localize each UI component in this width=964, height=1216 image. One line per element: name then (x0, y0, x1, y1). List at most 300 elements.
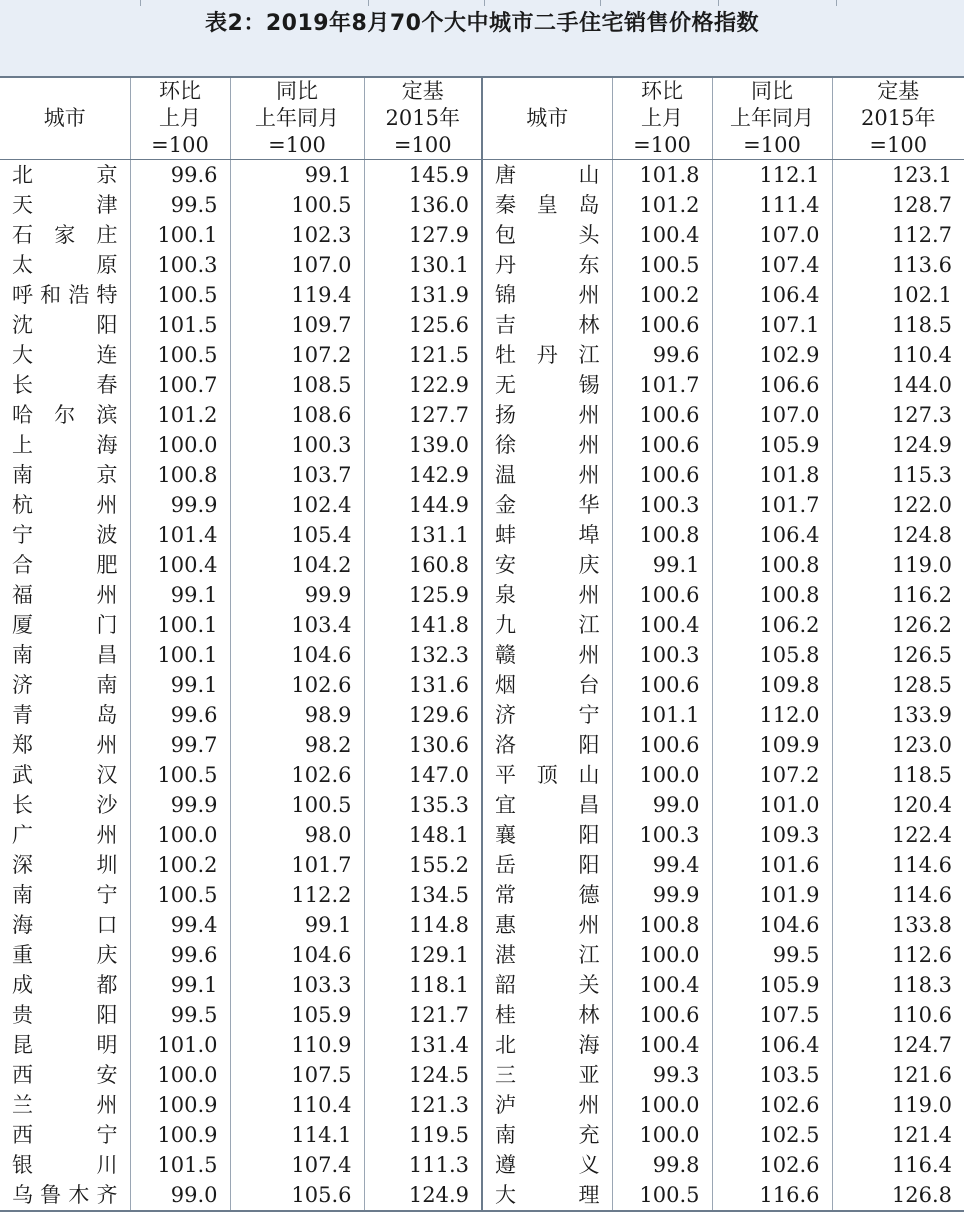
cell-base-left: 136.0 (364, 190, 482, 220)
cell-yoy-right: 109.3 (712, 820, 832, 850)
cell-yoy-left: 98.0 (230, 820, 364, 850)
cell-city-left: 南京 (0, 460, 130, 490)
cell-base-right: 122.4 (891, 823, 952, 847)
cell-base-right: 110.4 (891, 343, 952, 367)
cell-city-right: 三亚 (482, 1060, 612, 1090)
cell-city-left: 南宁 (0, 880, 130, 910)
cell-city-right: 遵义 (482, 1150, 612, 1180)
cell-base-left: 129.1 (364, 940, 482, 970)
cell-mom-left: 100.9 (130, 1120, 230, 1150)
cell-base-left: 131.4 (364, 1030, 482, 1060)
cell-mom-right: 99.1 (612, 550, 712, 580)
cell-base-right: 121.6 (891, 1063, 952, 1087)
cell-city-left: 南昌 (0, 640, 130, 670)
cell-mom-right: 100.0 (612, 940, 712, 970)
cell-yoy-right: 112.1 (712, 160, 832, 191)
cell-mom-right: 99.6 (612, 340, 712, 370)
cell-yoy-right: 101.8 (712, 460, 832, 490)
cell-city-right: 吉林 (482, 310, 612, 340)
cell-city-left: 呼和浩特 (0, 280, 130, 310)
cell-mom-right: 100.6 (612, 310, 712, 340)
cell-base-left: 131.6 (364, 670, 482, 700)
cell-yoy-left: 102.4 (230, 490, 364, 520)
cell-city-left: 郑州 (0, 730, 130, 760)
cell-city-left: 天津 (0, 190, 130, 220)
cell-yoy-left: 108.6 (230, 400, 364, 430)
cell-yoy-left: 102.6 (230, 760, 364, 790)
cell-base-left: 144.9 (364, 490, 482, 520)
cell-mom-left: 99.1 (130, 580, 230, 610)
cell-yoy-left: 98.9 (230, 700, 364, 730)
cell-city-left: 福州 (0, 580, 130, 610)
cell-yoy-left: 100.5 (230, 790, 364, 820)
cell-mom-right: 100.0 (612, 1120, 712, 1150)
cell-base-left: 122.9 (364, 370, 482, 400)
cell-yoy-left: 104.6 (230, 940, 364, 970)
cell-base-right: 126.5 (891, 643, 952, 667)
cell-mom-left: 100.5 (130, 340, 230, 370)
cell-base-right: 119.0 (891, 553, 952, 577)
cell-mom-left: 99.1 (130, 670, 230, 700)
table-row (0, 640, 964, 670)
cell-mom-left: 100.0 (130, 820, 230, 850)
cell-base-right: 126.2 (891, 613, 952, 637)
cell-yoy-right: 101.9 (712, 880, 832, 910)
cell-base-right: 112.6 (891, 943, 952, 967)
cell-mom-left: 100.5 (130, 880, 230, 910)
cell-base-left: 132.3 (364, 640, 482, 670)
header-yoy-line3: =100 (268, 133, 326, 157)
header-city-right: 城市 (482, 77, 612, 160)
cell-city-right: 襄阳 (482, 820, 612, 850)
cell-base-right: 112.7 (891, 223, 952, 247)
cell-city-left: 深圳 (0, 850, 130, 880)
cell-base-right: 118.3 (891, 973, 952, 997)
header-mom-left (130, 77, 230, 160)
cell-base-left: 127.7 (364, 400, 482, 430)
cell-city-right: 包头 (482, 220, 612, 250)
table-row (0, 490, 964, 520)
cell-yoy-right: 107.0 (712, 220, 832, 250)
cell-yoy-left: 109.7 (230, 310, 364, 340)
cell-yoy-right: 102.9 (712, 340, 832, 370)
cell-yoy-right: 101.7 (712, 490, 832, 520)
cell-base-right: 124.7 (891, 1033, 952, 1057)
table-row (0, 850, 964, 880)
cell-mom-right: 100.8 (612, 520, 712, 550)
cell-yoy-right: 101.0 (712, 790, 832, 820)
cell-yoy-left: 110.4 (230, 1090, 364, 1120)
cell-yoy-left: 98.2 (230, 730, 364, 760)
cell-mom-left: 100.1 (130, 220, 230, 250)
cell-city-left: 太原 (0, 250, 130, 280)
header-yoy-line1: 同比 (751, 79, 793, 103)
cell-base-right: 118.5 (891, 763, 952, 787)
cell-city-right: 北海 (482, 1030, 612, 1060)
cell-mom-right: 100.8 (612, 910, 712, 940)
cell-base-left: 118.1 (364, 970, 482, 1000)
cell-mom-right: 100.6 (612, 460, 712, 490)
cell-city-right: 温州 (482, 460, 612, 490)
cell-mom-left: 99.4 (130, 910, 230, 940)
table-row (0, 1000, 964, 1030)
cell-mom-right: 100.4 (612, 1030, 712, 1060)
cell-mom-right: 100.0 (612, 1090, 712, 1120)
table-row (0, 700, 964, 730)
cell-mom-right: 99.9 (612, 880, 712, 910)
cell-city-left: 乌鲁木齐 (0, 1180, 130, 1211)
cell-city-right: 锦州 (482, 280, 612, 310)
cell-yoy-left: 100.5 (230, 190, 364, 220)
cell-yoy-left: 105.4 (230, 520, 364, 550)
cell-yoy-right: 106.2 (712, 610, 832, 640)
table-row (0, 880, 964, 910)
cell-yoy-left: 112.2 (230, 880, 364, 910)
cell-base-left: 139.0 (364, 430, 482, 460)
cell-base-left: 121.3 (364, 1090, 482, 1120)
cell-yoy-left: 103.4 (230, 610, 364, 640)
cell-mom-right: 100.6 (612, 580, 712, 610)
cell-city-right: 济宁 (482, 700, 612, 730)
cell-yoy-left: 114.1 (230, 1120, 364, 1150)
cell-mom-right: 99.3 (612, 1060, 712, 1090)
table-row (0, 160, 964, 191)
cell-base-right: 128.7 (891, 193, 952, 217)
cell-yoy-right: 106.4 (712, 1030, 832, 1060)
cell-yoy-left: 103.3 (230, 970, 364, 1000)
cell-yoy-left: 105.6 (230, 1180, 364, 1211)
cell-city-right: 大理 (482, 1180, 612, 1211)
cell-city-left: 哈尔滨 (0, 400, 130, 430)
table-row (0, 1120, 964, 1150)
cell-mom-left: 100.8 (130, 460, 230, 490)
cell-yoy-left: 107.4 (230, 1150, 364, 1180)
cell-yoy-right: 107.4 (712, 250, 832, 280)
cell-base-left: 129.6 (364, 700, 482, 730)
cell-mom-right: 100.5 (612, 250, 712, 280)
table-row (0, 820, 964, 850)
cell-base-left: 155.2 (364, 850, 482, 880)
cell-base-left: 125.9 (364, 580, 482, 610)
cell-mom-right: 100.3 (612, 640, 712, 670)
cell-city-left: 武汉 (0, 760, 130, 790)
cell-city-left: 银川 (0, 1150, 130, 1180)
header-base-line2: 2015年 (861, 106, 936, 130)
cell-city-left: 贵阳 (0, 1000, 130, 1030)
cell-base-right: 122.0 (891, 493, 952, 517)
cell-base-right: 116.4 (891, 1153, 952, 1177)
header-mom-right (612, 77, 712, 160)
cell-base-left: 131.1 (364, 520, 482, 550)
cell-base-left: 125.6 (364, 310, 482, 340)
cell-base-left: 124.9 (364, 1180, 482, 1211)
cell-base-left: 148.1 (364, 820, 482, 850)
cell-mom-left: 100.7 (130, 370, 230, 400)
header-base-line3: =100 (869, 133, 928, 157)
cell-yoy-left: 101.7 (230, 850, 364, 880)
cell-base-left: 142.9 (364, 460, 482, 490)
cell-mom-right: 100.4 (612, 610, 712, 640)
cell-city-right: 韶关 (482, 970, 612, 1000)
table-row (0, 220, 964, 250)
cell-city-left: 西安 (0, 1060, 130, 1090)
cell-mom-left: 101.4 (130, 520, 230, 550)
cell-city-left: 沈阳 (0, 310, 130, 340)
cell-base-left: 141.8 (364, 610, 482, 640)
cell-city-right: 惠州 (482, 910, 612, 940)
cell-base-left: 111.3 (364, 1150, 482, 1180)
table-row (0, 190, 964, 220)
cell-yoy-right: 106.6 (712, 370, 832, 400)
header-yoy-line2: 上年同月 (730, 106, 814, 130)
cell-city-left: 成都 (0, 970, 130, 1000)
header-city-left: 城市 (0, 77, 130, 160)
cell-mom-right: 100.0 (612, 760, 712, 790)
header-mom-line1: 环比 (159, 79, 201, 103)
cell-base-right: 102.1 (891, 283, 952, 307)
cell-base-right: 126.8 (832, 1180, 964, 1211)
table-row (0, 970, 964, 1000)
cell-city-right: 洛阳 (482, 730, 612, 760)
cell-yoy-left: 105.9 (230, 1000, 364, 1030)
price-index-table (0, 76, 964, 1212)
cell-city-left: 兰州 (0, 1090, 130, 1120)
cell-city-right: 平顶山 (482, 760, 612, 790)
header-mom-line2: 上月 (159, 106, 201, 130)
header-mom-line2: 上月 (641, 106, 683, 130)
cell-yoy-left: 108.5 (230, 370, 364, 400)
cell-yoy-right: 105.8 (712, 640, 832, 670)
cell-city-left: 济南 (0, 670, 130, 700)
cell-mom-left: 100.5 (130, 280, 230, 310)
cell-city-right: 徐州 (482, 430, 612, 460)
cell-yoy-right: 112.0 (712, 700, 832, 730)
cell-city-left: 厦门 (0, 610, 130, 640)
table-title: 表2：2019年8月70个大中城市二手住宅销售价格指数 (205, 11, 759, 36)
cell-yoy-left: 107.0 (230, 250, 364, 280)
cell-mom-right: 100.6 (612, 400, 712, 430)
cell-mom-right: 99.0 (612, 790, 712, 820)
cell-city-right: 金华 (482, 490, 612, 520)
cell-mom-left: 101.0 (130, 1030, 230, 1060)
cell-base-right: 123.0 (891, 733, 952, 757)
cell-yoy-right: 100.8 (712, 550, 832, 580)
table-row (0, 1150, 964, 1180)
header-mom-line3: =100 (151, 133, 209, 157)
cell-mom-right: 101.7 (612, 370, 712, 400)
cell-mom-left: 100.1 (130, 610, 230, 640)
cell-city-left: 北京 (0, 160, 130, 191)
cell-city-left: 广州 (0, 820, 130, 850)
cell-base-left: 160.8 (364, 550, 482, 580)
table-row (0, 790, 964, 820)
cell-yoy-right: 107.2 (712, 760, 832, 790)
cell-city-right: 岳阳 (482, 850, 612, 880)
cell-city-right: 秦皇岛 (482, 190, 612, 220)
table-row (0, 520, 964, 550)
cell-base-left: 114.8 (364, 910, 482, 940)
cell-city-left: 西宁 (0, 1120, 130, 1150)
cell-yoy-right: 103.5 (712, 1060, 832, 1090)
cell-yoy-left: 99.9 (230, 580, 364, 610)
cell-city-left: 石家庄 (0, 220, 130, 250)
cell-mom-left: 99.9 (130, 790, 230, 820)
cell-city-right: 泉州 (482, 580, 612, 610)
cell-base-right: 119.0 (891, 1093, 952, 1117)
cell-yoy-right: 99.5 (712, 940, 832, 970)
cell-yoy-right: 107.0 (712, 400, 832, 430)
cell-yoy-left: 119.4 (230, 280, 364, 310)
cell-mom-right: 100.6 (612, 670, 712, 700)
cell-city-left: 海口 (0, 910, 130, 940)
cell-base-left: 130.6 (364, 730, 482, 760)
cell-base-left: 131.9 (364, 280, 482, 310)
header-base-line1: 定基 (877, 79, 920, 103)
table-row (0, 1060, 964, 1090)
cell-yoy-left: 104.2 (230, 550, 364, 580)
cell-city-left: 宁波 (0, 520, 130, 550)
cell-base-right: 114.6 (891, 883, 952, 907)
table-row (0, 730, 964, 760)
cell-base-right: 133.8 (891, 913, 952, 937)
cell-mom-left: 99.5 (130, 190, 230, 220)
cell-city-right: 烟台 (482, 670, 612, 700)
cell-yoy-right: 102.6 (712, 1150, 832, 1180)
cell-yoy-right: 100.8 (712, 580, 832, 610)
cell-yoy-left: 99.1 (230, 910, 364, 940)
cell-base-right: 128.5 (891, 673, 952, 697)
cell-city-right: 丹东 (482, 250, 612, 280)
cell-base-right: 120.4 (891, 793, 952, 817)
cell-mom-left: 99.7 (130, 730, 230, 760)
cell-base-right: 123.1 (891, 163, 952, 187)
cell-base-right: 133.9 (891, 703, 952, 727)
header-yoy-left (230, 77, 364, 160)
cell-yoy-left: 100.3 (230, 430, 364, 460)
cell-yoy-right: 111.4 (712, 190, 832, 220)
cell-yoy-left: 102.6 (230, 670, 364, 700)
cell-mom-left: 100.1 (130, 640, 230, 670)
cell-yoy-right: 104.6 (712, 910, 832, 940)
cell-mom-right: 101.1 (612, 700, 712, 730)
cell-base-left: 127.9 (364, 220, 482, 250)
table-row (0, 1180, 964, 1211)
cell-city-right: 常德 (482, 880, 612, 910)
table-row (0, 550, 964, 580)
cell-base-left: 135.3 (364, 790, 482, 820)
cell-mom-left: 100.0 (130, 430, 230, 460)
cell-city-right: 湛江 (482, 940, 612, 970)
table-row (0, 610, 964, 640)
cell-base-left: 147.0 (364, 760, 482, 790)
cell-mom-right: 100.5 (612, 1180, 712, 1211)
cell-base-left: 121.7 (364, 1000, 482, 1030)
header-mom-line3: =100 (633, 133, 691, 157)
header-yoy-line3: =100 (743, 133, 801, 157)
cell-city-right: 赣州 (482, 640, 612, 670)
cell-base-right: 115.3 (891, 463, 952, 487)
cell-base-left: 119.5 (364, 1120, 482, 1150)
cell-city-left: 昆明 (0, 1030, 130, 1060)
cell-yoy-left: 107.5 (230, 1060, 364, 1090)
table-row (0, 1030, 964, 1060)
cell-base-left: 134.5 (364, 880, 482, 910)
header-base-left (364, 77, 482, 160)
cell-mom-left: 101.5 (130, 1150, 230, 1180)
cell-yoy-left: 104.6 (230, 640, 364, 670)
cell-base-left: 130.1 (364, 250, 482, 280)
cell-city-right: 蚌埠 (482, 520, 612, 550)
cell-base-right: 144.0 (891, 373, 952, 397)
cell-city-left: 长沙 (0, 790, 130, 820)
table-row (0, 430, 964, 460)
cell-base-left: 124.5 (364, 1060, 482, 1090)
header-yoy-line1: 同比 (276, 79, 318, 103)
cell-city-left: 上海 (0, 430, 130, 460)
cell-city-left: 青岛 (0, 700, 130, 730)
cell-mom-left: 99.9 (130, 490, 230, 520)
header-mom-line1: 环比 (641, 79, 683, 103)
cell-base-right: 110.6 (891, 1003, 952, 1027)
cell-mom-right: 100.6 (612, 1000, 712, 1030)
cell-city-right: 唐山 (482, 160, 612, 191)
cell-yoy-right: 107.5 (712, 1000, 832, 1030)
header-base-line1: 定基 (401, 79, 444, 103)
table-row (0, 280, 964, 310)
cell-base-right: 127.3 (891, 403, 952, 427)
cell-yoy-right: 109.9 (712, 730, 832, 760)
cell-mom-right: 100.4 (612, 970, 712, 1000)
header-yoy-line2: 上年同月 (255, 106, 339, 130)
cell-mom-right: 100.6 (612, 430, 712, 460)
table-row (0, 370, 964, 400)
cell-mom-right: 99.8 (612, 1150, 712, 1180)
cell-yoy-left: 103.7 (230, 460, 364, 490)
cell-mom-right: 101.2 (612, 190, 712, 220)
cell-yoy-right: 105.9 (712, 970, 832, 1000)
cell-mom-right: 100.6 (612, 730, 712, 760)
cell-city-right: 牡丹江 (482, 340, 612, 370)
cell-mom-left: 99.0 (130, 1180, 230, 1211)
cell-city-right: 无锡 (482, 370, 612, 400)
cell-mom-left: 99.5 (130, 1000, 230, 1030)
header-base-right (832, 77, 964, 160)
cell-mom-left: 99.6 (130, 700, 230, 730)
cell-city-left: 重庆 (0, 940, 130, 970)
cell-city-right: 扬州 (482, 400, 612, 430)
cell-base-right: 124.9 (891, 433, 952, 457)
cell-base-right: 124.8 (891, 523, 952, 547)
cell-mom-right: 99.4 (612, 850, 712, 880)
cell-city-right: 九江 (482, 610, 612, 640)
cell-city-left: 杭州 (0, 490, 130, 520)
cell-mom-left: 101.2 (130, 400, 230, 430)
header-base-line2: 2015年 (385, 106, 460, 130)
table-row (0, 1090, 964, 1120)
cell-yoy-right: 116.6 (712, 1180, 832, 1211)
table-body (0, 160, 964, 1212)
cell-mom-right: 101.8 (612, 160, 712, 191)
cell-yoy-right: 107.1 (712, 310, 832, 340)
table-row (0, 340, 964, 370)
cell-yoy-right: 101.6 (712, 850, 832, 880)
cell-yoy-left: 99.1 (230, 160, 364, 191)
cell-mom-left: 100.3 (130, 250, 230, 280)
header-base-line3: =100 (393, 133, 452, 157)
cell-base-right: 113.6 (891, 253, 952, 277)
cell-yoy-left: 102.3 (230, 220, 364, 250)
cell-mom-right: 100.3 (612, 490, 712, 520)
